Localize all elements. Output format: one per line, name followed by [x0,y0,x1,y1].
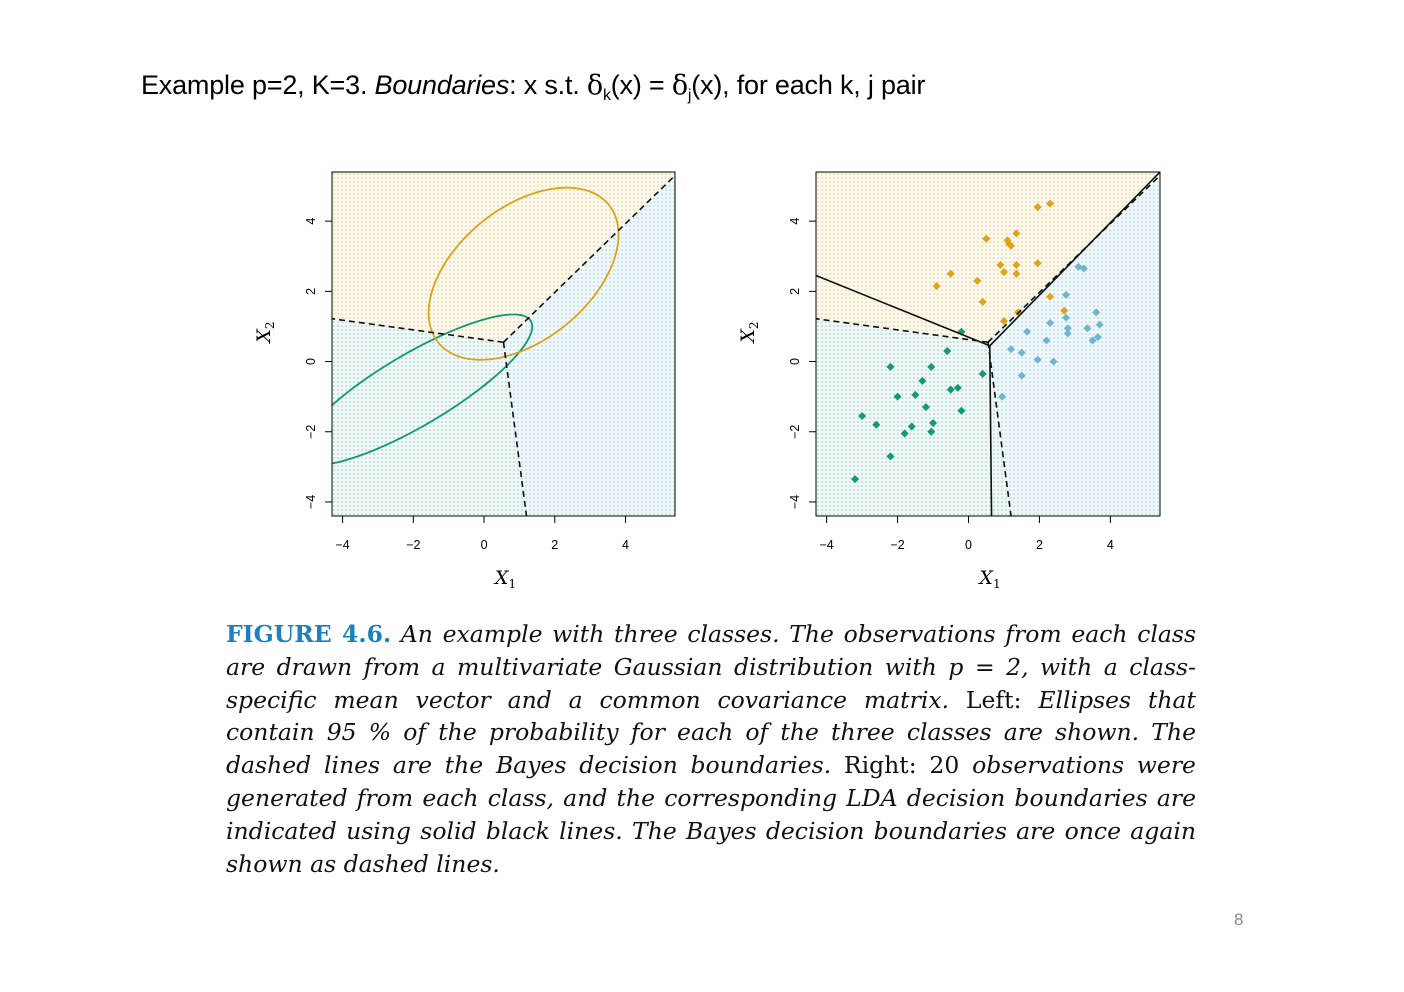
x-axis-label-sub: 1 [992,577,1001,591]
left-panel [253,170,677,591]
right-plot-area [814,170,1162,518]
y-tick-label: −4 [788,494,802,510]
y-tick-label: −4 [304,494,318,510]
y-axis-label: $X_2$ [253,321,277,343]
region-green [330,319,526,518]
x-tick-label: 0 [480,538,488,552]
y-axis-label: $X_2$ [737,321,761,343]
delta-k-symbol: δ [586,70,603,101]
y-tick-label: −2 [304,424,318,439]
x-tick-label: 2 [551,538,559,552]
y-tick-label: −2 [788,424,802,439]
y-tick-label: 4 [788,217,802,225]
caption-count: 20 [929,751,960,780]
caption-part4: observations were generated from each class, and the corresponding LDA decision boundaries are indicated using solid black lines. The Bayes decision boundaries are once again shown as dashed lines. [226,751,1196,878]
x-tick-label: 0 [965,538,972,552]
caption-math: p = 2 [948,652,1022,681]
figure-label: FIGURE 4.6. [226,620,392,648]
y-axis-label-sub: 2 [263,321,277,330]
title-italic: Boundaries [374,70,510,100]
y-tick-label: 0 [788,358,802,366]
title-eq: (x) = [610,70,672,100]
region-green [814,319,1011,518]
delta-j-symbol: δ [671,70,688,101]
title-end: (x), for each k, j pair [691,70,926,100]
caption-part1: An example with three classes. The observations from each class are drawn from a multivariate Gaussian distribution with [226,620,1197,681]
y-tick-label: 0 [304,358,318,366]
right-panel [737,170,1162,591]
x-tick-label: −4 [819,538,834,552]
title-pre: Example p=2, K=3. [141,70,375,100]
x-axis-label-sub: 1 [508,577,517,591]
x-axis-label: $X_1$ [979,567,1001,591]
caption-right-word: Right: [831,751,930,780]
x-axis-label: $X_1$ [494,567,517,591]
y-tick-label: 2 [304,287,318,295]
figure-caption [226,618,1196,880]
x-tick-label: −2 [406,538,421,552]
left-plot-area [297,170,677,518]
x-tick-label: 4 [1106,538,1114,552]
x-tick-label: 4 [622,538,629,552]
x-tick-label: −4 [335,538,350,552]
caption-part2: , with a class-specific mean vector and a common covariance matrix. [226,652,1196,714]
subscript-k: k [602,87,611,104]
page-number: 8 [1234,910,1244,929]
caption-left-word: Left: [949,685,1039,714]
x-tick-label: 2 [1035,538,1043,552]
subscript-j: j [687,87,692,104]
title-mid: : x s.t. [509,70,587,100]
y-axis-label-sub: 2 [747,321,761,330]
caption-part3: Ellipses that contain 95 % of the probability for each of the three classes are shown. The dashed lines are the Bayes decision boundaries. [226,685,1196,780]
y-tick-label: 4 [304,217,318,225]
x-tick-label: −2 [890,538,905,552]
y-tick-label: 2 [788,287,802,295]
